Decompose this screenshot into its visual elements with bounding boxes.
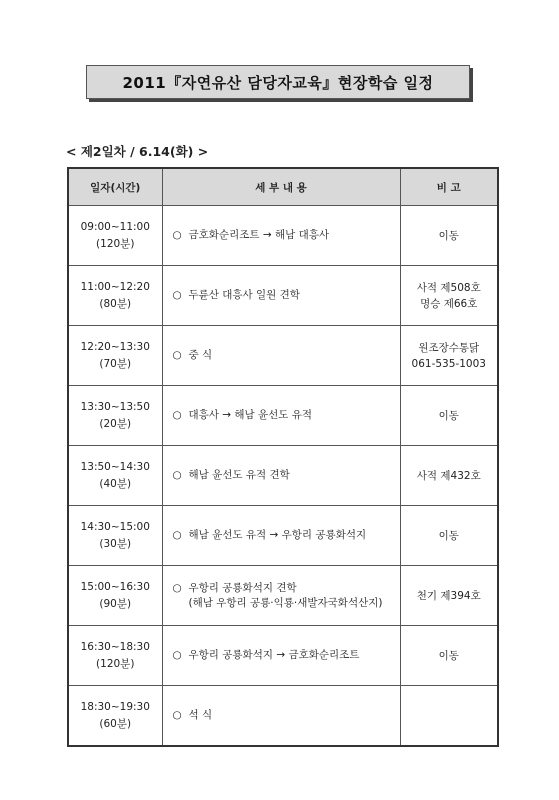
time-range: 18:30~19:30	[80, 700, 150, 713]
bullet: ○	[172, 529, 182, 541]
note-cell	[400, 266, 498, 326]
detail-text: 석 식	[188, 709, 213, 721]
time-range: 12:20~13:30	[80, 340, 150, 353]
table-row	[68, 446, 498, 506]
note-cell	[400, 626, 498, 686]
note-cell	[400, 326, 498, 386]
note-line1: 이동	[438, 409, 459, 422]
detail-cell	[162, 206, 400, 266]
note-cell	[400, 506, 498, 566]
table-row	[68, 206, 498, 266]
table-row	[68, 686, 498, 747]
detail-text: 금호화순리조트 → 해남 대흥사	[188, 229, 330, 241]
detail-text: 두륜산 대흥사 일원 견학	[188, 289, 300, 301]
time-range: 16:30~18:30	[80, 640, 150, 653]
detail-subtext: (해남 우항리 공룡·익룡·새발자국화석산지)	[188, 596, 383, 609]
time-range: 09:00~11:00	[80, 220, 150, 233]
note-line1: 천기 제394호	[416, 589, 481, 602]
bullet: ○	[172, 409, 182, 421]
document-title: 2011『자연유산 담당자교육』현장학습 일정	[86, 65, 470, 99]
time-cell	[68, 686, 162, 747]
table-row	[68, 266, 498, 326]
duration: (90분)	[99, 597, 132, 610]
bullet: ○	[172, 469, 182, 481]
time-cell	[68, 386, 162, 446]
time-cell	[68, 206, 162, 266]
table-row	[68, 326, 498, 386]
time-range: 11:00~12:20	[80, 280, 150, 293]
detail-text: 중 식	[188, 349, 213, 361]
header-time: 일자(시간)	[68, 168, 162, 206]
time-range: 13:50~14:30	[80, 460, 150, 473]
detail-cell	[162, 446, 400, 506]
note-cell	[400, 206, 498, 266]
detail-text: 해남 윤선도 유적 견학	[188, 469, 290, 481]
note-line1: 사적 제508호	[416, 281, 481, 294]
duration: (80분)	[99, 297, 132, 310]
duration: (120분)	[96, 657, 135, 670]
table-row	[68, 506, 498, 566]
header-detail: 세 부 내 용	[162, 168, 400, 206]
time-cell	[68, 266, 162, 326]
table-header-row	[68, 168, 498, 206]
duration: (60분)	[99, 717, 132, 730]
note-line1: 원조장수통닭	[418, 341, 480, 354]
time-cell	[68, 446, 162, 506]
note-line1: 이동	[438, 649, 459, 662]
table-row	[68, 626, 498, 686]
bullet: ○	[172, 229, 182, 241]
detail-cell	[162, 386, 400, 446]
note-line1: 이동	[438, 229, 459, 242]
detail-cell	[162, 626, 400, 686]
duration: (20분)	[99, 417, 132, 430]
detail-cell	[162, 326, 400, 386]
schedule-table	[67, 167, 499, 747]
detail-cell	[162, 266, 400, 326]
note-cell	[400, 686, 498, 747]
time-range: 14:30~15:00	[80, 520, 150, 533]
detail-text: 해남 윤선도 유적 → 우항리 공룡화석지	[188, 529, 367, 541]
note-line2: 명승 제66호	[420, 297, 478, 310]
bullet: ○	[172, 349, 182, 361]
duration: (70분)	[99, 357, 132, 370]
time-cell	[68, 326, 162, 386]
note-cell	[400, 446, 498, 506]
bullet: ○	[172, 289, 182, 301]
detail-cell	[162, 566, 400, 626]
time-cell	[68, 626, 162, 686]
duration: (40분)	[99, 477, 132, 490]
time-cell	[68, 506, 162, 566]
note-line1: 사적 제432호	[416, 469, 481, 482]
detail-text: 대흥사 → 해남 윤선도 유적	[188, 409, 313, 421]
note-line1: 이동	[438, 529, 459, 542]
time-range: 13:30~13:50	[80, 400, 150, 413]
duration: (120분)	[96, 237, 135, 250]
day-subtitle: < 제2일차 / 6.14(화) >	[66, 144, 209, 159]
header-note: 비 고	[400, 168, 498, 206]
time-range: 15:00~16:30	[80, 580, 150, 593]
table-row	[68, 566, 498, 626]
duration: (30분)	[99, 537, 132, 550]
bullet: ○	[172, 581, 182, 594]
time-cell	[68, 566, 162, 626]
note-line2: 061-535-1003	[411, 357, 486, 370]
detail-text: 우항리 공룡화석지 → 금호화순리조트	[188, 649, 360, 661]
note-cell	[400, 386, 498, 446]
detail-text: 우항리 공룡화석지 견학	[188, 581, 297, 594]
note-cell	[400, 566, 498, 626]
bullet: ○	[172, 649, 182, 661]
bullet: ○	[172, 709, 182, 721]
detail-cell	[162, 506, 400, 566]
table-row	[68, 386, 498, 446]
detail-cell	[162, 686, 400, 747]
